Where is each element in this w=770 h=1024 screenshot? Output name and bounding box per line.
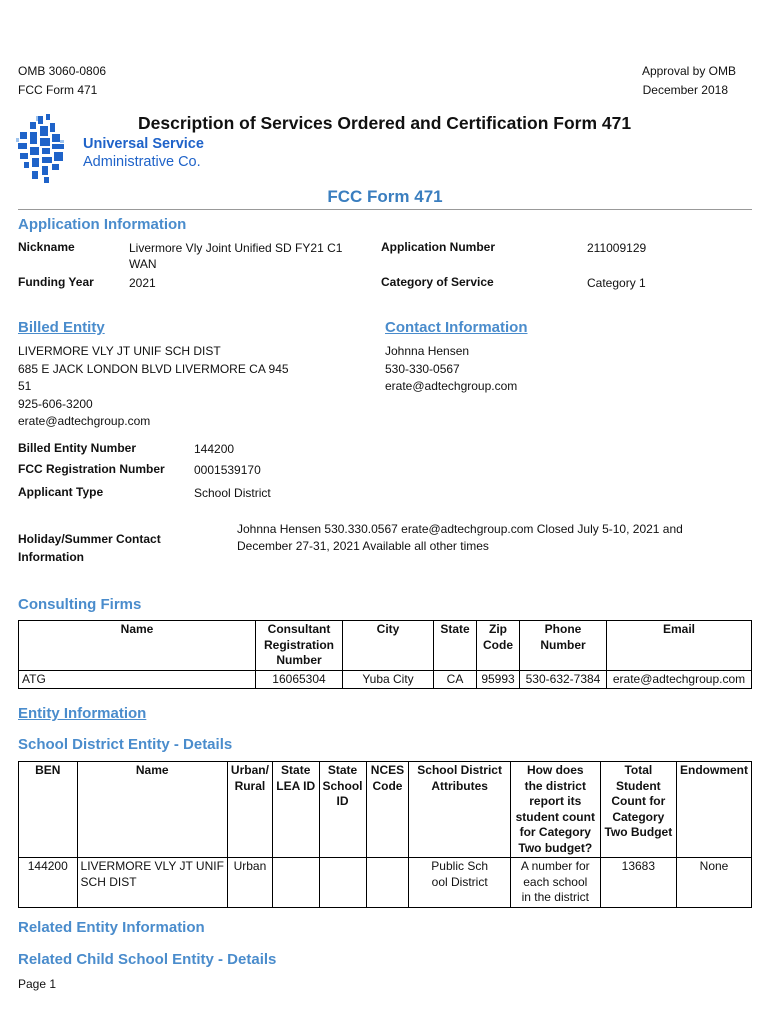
table-row [19,858,752,908]
col-how-line3: report its [529,794,582,808]
cell-how-line3: in the district [521,890,589,904]
col-registration-line3: Number [276,653,322,667]
col-zip-line1: Zip [489,622,507,636]
nickname-label: Nickname [18,240,75,254]
col-city: City [343,621,434,671]
consulting-firms-heading: Consulting Firms [18,596,142,613]
col-total-line5: Two Budget [604,825,673,839]
col-ben: BEN [19,762,78,858]
col-how-line2: the district [524,778,586,793]
billed-entity-address-line1: 685 E JACK LONDON BLVD LIVERMORE CA 945 [18,361,289,376]
col-phone-line1: Phone [544,622,582,636]
category-of-service-value: Category 1 [587,276,646,290]
cell-endowment: None [677,858,752,908]
col-state-lea-line2: LEA ID [276,778,316,793]
col-registration-line2: Registration [263,637,334,652]
contact-information-heading: Contact Information [385,319,528,336]
col-urban-line2: Rural [234,778,266,793]
col-how-line5: for Category [519,825,591,839]
holiday-contact-label-line2: Information [18,550,84,564]
col-how-report [510,762,600,858]
contact-phone: 530-330-0567 [385,361,460,376]
billed-entity-address [18,343,289,431]
cell-district-attributes [409,858,510,908]
billed-entity-phone: 925-606-3200 [18,396,93,411]
cell-entity-name [77,858,227,908]
cell-entity-name-line1: LIVERMORE VLY JT UNIF [80,859,224,873]
application-number-label: Application Number [381,240,496,254]
form-number: FCC Form 471 [18,83,98,97]
related-entity-heading: Related Entity Information [18,919,205,936]
col-endowment: Endowment [677,762,752,858]
col-attrs-line2: Attributes [431,778,488,793]
col-state-lea-id [272,762,319,858]
col-district-attributes [409,762,510,858]
col-how-line6: Two budget? [518,840,593,855]
col-urban-rural [227,762,272,858]
contact-name: Johnna Hensen [385,344,470,358]
funding-year-label: Funding Year [18,275,94,289]
page-number: Page 1 [18,977,57,991]
application-number-value: 211009129 [587,241,647,255]
holiday-contact-label-line1: Holiday/Summer Contact [18,532,161,546]
cell-how-report [510,858,600,908]
col-entity-name: Name [77,762,227,858]
usac-logo-icon [16,114,80,184]
billed-entity-number-label: Billed Entity Number [18,441,137,455]
cell-how-line2: each school [523,874,588,889]
fcc-registration-label: FCC Registration Number [18,462,165,476]
col-state-lea-line1: State [281,763,311,777]
cell-ben: 144200 [19,858,78,908]
col-state-school-line3: ID [336,794,349,808]
omb-approval: Approval by OMB [641,64,736,78]
col-total-line1: Total [624,763,653,777]
school-district-details-heading: School District Entity - Details [18,736,233,753]
entity-information-heading: Entity Information [18,705,147,722]
col-state: State [434,621,477,671]
holiday-contact-value-line2: December 27-31, 2021 Available all other times [237,539,489,553]
col-total-student-count [600,762,676,858]
col-how-line4: student count [515,809,595,824]
table-row [19,670,752,689]
col-phone-line2: Number [540,637,586,652]
omb-number: OMB 3060-0806 [18,64,107,78]
cell-attrs-line1: Public Sch [431,859,488,873]
col-nces-line2: Code [372,778,403,793]
cell-phone: 530-632-7384 [520,670,607,689]
holiday-contact-label [18,530,161,566]
contact-details [385,343,517,396]
col-state-school-line2: School [322,778,363,793]
nickname-value [129,240,342,272]
funding-year-value: 2021 [129,276,156,290]
cell-entity-name-line2: SCH DIST [80,874,137,889]
applicant-type-label: Applicant Type [18,485,104,499]
cell-registration: 16065304 [256,670,343,689]
nickname-value-line1: Livermore Vly Joint Unified SD FY21 C1 [129,241,343,255]
contact-email: erate@adtechgroup.com [385,379,518,393]
billed-entity-name: LIVERMORE VLY JT UNIF SCH DIST [18,344,221,358]
col-total-line3: Count for [611,794,666,808]
consulting-firms-table [18,620,752,689]
cell-state-lea-id [272,858,319,908]
cell-name: ATG [19,670,256,689]
application-information-heading: Application Information [18,216,187,233]
table-header-row [19,762,752,858]
col-total-line2: Student [615,778,661,793]
table-header-row [19,621,752,671]
col-nces-code [366,762,409,858]
category-of-service-label: Category of Service [381,275,494,289]
billed-entity-address-line2: 51 [18,379,32,393]
holiday-contact-value [237,521,683,555]
usac-logo-line1: Universal Service [83,136,204,152]
billed-entity-number-value: 144200 [194,442,235,456]
cell-nces-code [366,858,409,908]
col-name: Name [19,621,256,671]
col-zip [477,621,520,671]
cell-state-school-id [319,858,366,908]
col-state-school-line1: State [327,763,358,777]
col-state-school-id [319,762,366,858]
col-attrs-line1: School District [417,763,502,777]
fcc-registration-value: 0001539170 [194,463,261,477]
col-registration-line1: Consultant [267,622,331,636]
col-email: Email [607,621,752,671]
applicant-type-value: School District [194,486,271,500]
billed-entity-heading: Billed Entity [18,319,105,336]
usac-logo-line2: Administrative Co. [83,154,201,170]
related-child-school-heading: Related Child School Entity - Details [18,951,277,968]
school-district-table [18,761,752,908]
col-phone [520,621,607,671]
nickname-value-line2: WAN [129,257,157,271]
cell-how-line1: A number for [520,859,590,873]
cell-email: erate@adtechgroup.com [607,670,752,689]
form-subtitle: FCC Form 471 [327,187,443,206]
cell-state: CA [434,670,477,689]
cell-city: Yuba City [343,670,434,689]
holiday-contact-value-line1: Johnna Hensen 530.330.0567 erate@adtechgroup.com Closed July 5-10, 2021 and [237,522,683,536]
divider [18,209,752,210]
col-registration [256,621,343,671]
col-total-line4: Category [612,809,665,824]
cell-urban-rural: Urban [227,858,272,908]
cell-total-student-count: 13683 [600,858,676,908]
billed-entity-email: erate@adtechgroup.com [18,414,151,428]
col-nces-line1: NCES [370,763,405,777]
document-title: Description of Services Ordered and Certification Form 471 [138,113,632,133]
col-urban-line1: Urban/ [230,763,269,777]
col-how-line1: How does [526,763,584,777]
col-zip-line2: Code [483,637,513,652]
omb-approval-date: December 2018 [642,83,728,97]
cell-attrs-line2: ool District [431,874,488,889]
cell-zip: 95993 [477,670,520,689]
